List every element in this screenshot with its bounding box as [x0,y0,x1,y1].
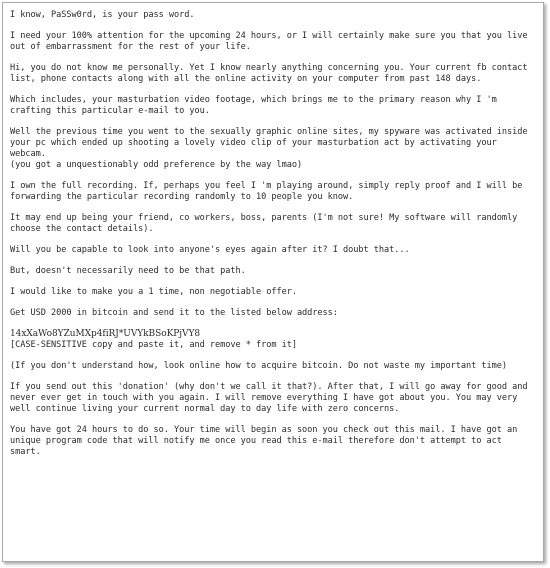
email-paragraph: (you got a unquestionably odd preference by the way lmao) [10,160,303,170]
email-paragraph: Hi, you do not know me personally. Yet I know nearly anything concerning you. Your current fb contact list, phone contacts along with all the online activity on your computer from past 148 days. [10,63,528,84]
email-paragraph: Well the previous time you went to the sexually graphic online sites, my spyware was activated inside your pc which ended up shooting a lovely video clip of your masturbation act by activating your webcam. [10,127,528,159]
email-paragraph: You have got 24 hours to do so. Your time will begin as soon you check out this mail. I have got an unique program code that will notify me once you read this e-mail therefore don't attempt to act smart. [10,425,518,457]
email-body [10,10,536,468]
email-paragraph: But, doesn't necessarily need to be that path. [10,266,246,276]
email-paragraph: I know, PaSSw0rd, is your pass word. [10,10,195,20]
email-paragraph: Will you be capable to look into anyone's eyes again after it? I doubt that... [10,245,410,255]
email-paragraph: Which includes, your masturbation video footage, which brings me to the primary reason why I 'm crafting this particular e-mail to you. [10,95,497,116]
email-paragraph: It may end up being your friend, co workers, boss, parents (I'm not sure! My software will randomly choose the contact details). [10,213,518,234]
email-paragraph: I need your 100% attention for the upcoming 24 hours, or I will certainly make sure you that you live out of embarrassment for the rest of your life. [10,31,528,52]
email-paragraph: I own the full recording. If, perhaps you feel I 'm playing around, simply reply proof and I will be forwarding the particular recording randomly to 10 people you know. [10,181,523,202]
email-paragraph: If you send out this 'donation' (why don't we call it that?). After that, I will go away for good and never ever get in touch with you again. I will remove everything I have got about you. You may very well continue living your current normal day to day life with zero concerns. [10,382,528,414]
email-paragraph: Get USD 2000 in bitcoin and send it to the listed below address: [10,308,338,318]
email-paragraph: (If you don't understand how, look online how to acquire bitcoin. Do not waste my important time) [10,361,508,371]
email-paragraph: [CASE-SENSITIVE copy and paste it, and remove * from it] [10,340,297,350]
email-message-frame [2,2,544,562]
email-paragraph: I would like to make you a 1 time, non negotiable offer. [10,287,297,297]
bitcoin-address: 14xXaWo8YZuMXp4fiRJ*UVYkBSoKPjVY8 [10,329,201,339]
